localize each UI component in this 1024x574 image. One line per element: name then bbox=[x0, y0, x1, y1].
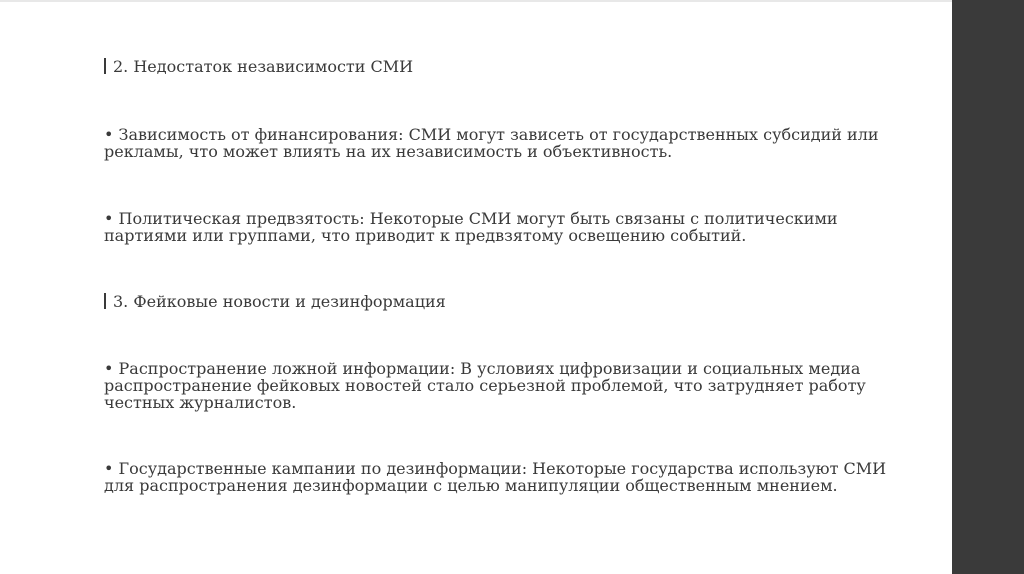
bullet-line: • Политическая предвзятость: Некоторые СМИ могут быть связаны с политическими bbox=[104, 209, 838, 228]
bullet-paragraph bbox=[104, 210, 924, 244]
top-divider bbox=[0, 0, 952, 2]
bullet-line: • Распространение ложной информации: В условиях цифровизации и социальных медиа bbox=[104, 359, 861, 378]
bullet-line: честных журналистов. bbox=[104, 393, 297, 412]
bullet-paragraph bbox=[104, 460, 924, 494]
bullet-line: для распространения дезинформации с целью манипуляции общественным мнением. bbox=[104, 476, 838, 495]
bullet-line: • Зависимость от финансирования: СМИ могут зависеть от государственных субсидий или bbox=[104, 125, 879, 144]
bullet-line: партиями или группами, что приводит к предвзятому освещению событий. bbox=[104, 226, 747, 245]
section-heading bbox=[104, 58, 924, 76]
section-heading-text: 2. Недостаток независимости СМИ bbox=[113, 57, 414, 76]
bullet-line: распространение фейковых новостей стало серьезной проблемой, что затрудняет работу bbox=[104, 376, 866, 395]
bullet-paragraph bbox=[104, 126, 924, 160]
bullet-line: рекламы, что может влиять на их независимость и объективность. bbox=[104, 142, 673, 161]
side-bar bbox=[952, 0, 1024, 574]
heading-marker bbox=[104, 58, 106, 74]
bullet-paragraph bbox=[104, 360, 924, 411]
section-heading-text: 3. Фейковые новости и дезинформация bbox=[113, 292, 446, 311]
section-heading bbox=[104, 293, 924, 311]
heading-marker bbox=[104, 293, 106, 309]
bullet-line: • Государственные кампании по дезинформации: Некоторые государства используют СМИ bbox=[104, 459, 887, 478]
